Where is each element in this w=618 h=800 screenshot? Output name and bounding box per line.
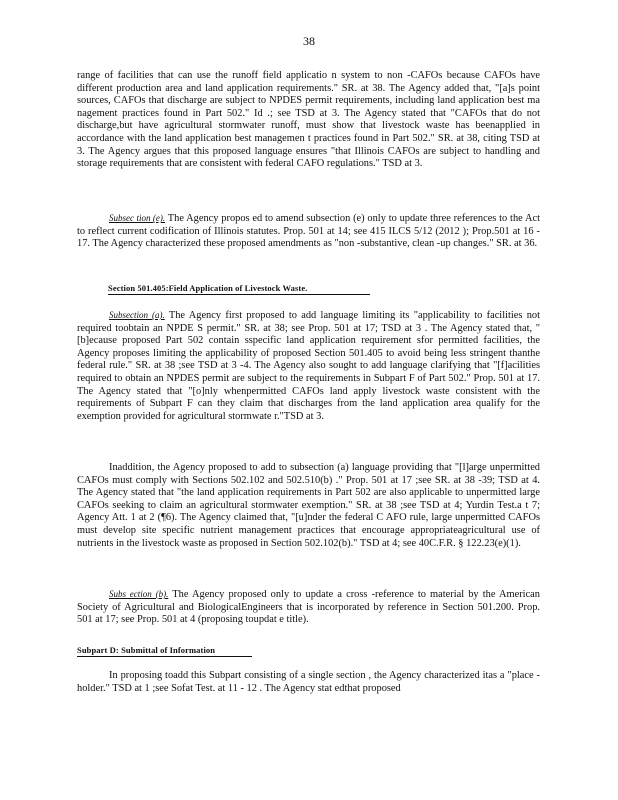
subsection-label: Subsection (a). bbox=[109, 310, 165, 320]
paragraph-text: In proposing toadd this Subpart consisting of a single section , the Agency characterized itas a "place -holder." TSD at 1 ;see Sofat Test. at 11 - 12 . The Agency stat edthat proposed bbox=[77, 670, 540, 694]
page-number: 38 bbox=[303, 34, 315, 48]
paragraph-subsection-e bbox=[77, 212, 540, 251]
paragraph-text: The Agency proposed only to update a cross -reference to material by the American Society of Agricultural and BiologicalEngineers that is incorporated by reference in Section 501.200. Prop. 501 at 17; see Prop. 501 at 4 (proposing toupdat e title). bbox=[77, 589, 540, 626]
paragraph-text: Inaddition, the Agency proposed to add to subsection (a) language providing that "[l]arge unpermitted CAFOs must comply with Sections 502.102 and 502.510(b) ." Prop. 501 at 17 ;see SR. at 38 -39; TSD at 4. The Agency stated that "the land application requirements in Part 502 are also applicable to unpermitted large CAFOs seeking to claim an agricultural stormwater exemption." SR. at 38 ;see TSD at 4; Yurdin Test.a t 7; Agency Att. 1 at 2 (¶6). The Agency claimed that, "[u]nder the federal C AFO rule, large unpermitted CAFOs must develop site specific nutrient management practices that encourage appropriateagricultural use of nutrients in the livestock waste as proposed in Section 502.102(b)." TSD at 4; see 40C.F.R. § 122.23(e)(1). bbox=[77, 462, 540, 549]
paragraph-continuation bbox=[77, 70, 540, 171]
paragraph-text: The Agency propos ed to amend subsection (e) only to update three references to the Act to reflect current codification of Illinois statutes. Prop. 501 at 14; see 415 ILCS 5/12 (2012 ); Prop.501 at 16 - 17. The Agency characterized these proposed amendments as "non -substantive, clean -up changes." SR. at 36. bbox=[77, 213, 540, 250]
paragraph-in-addition bbox=[77, 462, 540, 550]
paragraph-text: range of facilities that can use the runoff field applicatio n system to non -CAFOs because CAFOs have different production area and land application requirements." SR. at 38. The Agency added that, "[a]s point sources, CAFOs that discharge are subject to NPDES permit requirements, including land application best ma nagement practices found in Part 502." Id .; see TSD at 3. The Agency stated that "CAFOs that do not discharge,but have agricultural stormwater runoff, must show that livestock waste has beenapplied in accordance with the land application best managemen t practices found in Part 502." SR. at 38, citing TSD at 3. The Agency argues that this proposed language ensures "that Illinois CAFOs are subject to handling and storage requirements that are consistent with federal CAFO regulations." TSD at 3. bbox=[77, 70, 540, 170]
subpart-heading-d: Subpart D: Submittal of Information bbox=[77, 645, 216, 655]
subsection-label: Subs ection (b). bbox=[109, 589, 169, 599]
paragraph-text: The Agency first proposed to add language limiting its "applicability to facilities not required toobtain an NPDE S permit." SR. at 38; see Prop. 501 at 17; TSD at 3 . The Agency stated that, "[b]ecause proposed Part 502 contain sspecific land application requirement sfor permitted facilities, the Agency proposes limiting the applicability of proposed Section 501.405 to avoid being less stringent thanthe federal rule." SR. at 38 ;see TSD at 3 -4. The Agency also sought to add language clarifying that "[f]acilities required to obtain an NPDES permit are subject to the requirements in Subpart F of Part 502." Prop. 501 at 17. The Agency stated that "[o]nly whenpermitted CAFOs land apply livestock waste consistent with the requirements of Subpart F can they claim that discharges from the land application area qualify for the exemption provided for agricultural stormwate r."TSD at 3. bbox=[77, 310, 540, 422]
section-heading-501-405: Section 501.405:Field Application of Livestock Waste. bbox=[108, 283, 308, 293]
paragraph-subsection-b bbox=[77, 588, 540, 627]
heading-underline bbox=[108, 294, 370, 295]
subsection-label: Subsec tion (e). bbox=[109, 213, 166, 223]
paragraph-subpart-d bbox=[77, 670, 540, 695]
paragraph-subsection-a bbox=[77, 309, 540, 423]
heading-underline bbox=[77, 656, 252, 657]
